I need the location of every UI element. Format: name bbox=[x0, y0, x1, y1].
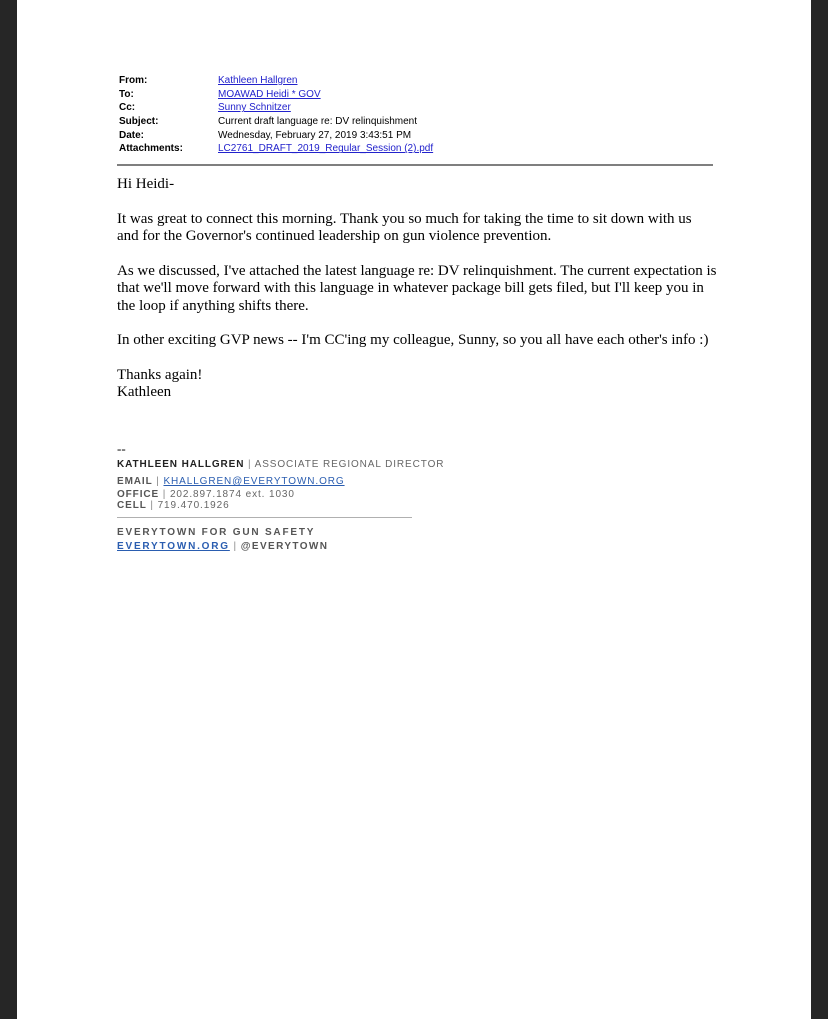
cc-link[interactable]: Sunny Schnitzer bbox=[218, 102, 291, 114]
greeting: Hi Heidi- bbox=[117, 176, 175, 192]
to-label: To: bbox=[119, 88, 134, 100]
closing-thanks: Thanks again! bbox=[117, 366, 203, 383]
closing bbox=[117, 367, 717, 402]
document-page bbox=[17, 0, 811, 1019]
date-row bbox=[119, 129, 713, 143]
body-paragraph-1: It was great to connect this morning. Thank you so much for taking the time to sit down with us and for the Governor's continued leadership on gun violence prevention. bbox=[117, 210, 692, 244]
email-body bbox=[117, 176, 717, 402]
office-phone: 202.897.1874 ext. 1030 bbox=[169, 489, 295, 500]
attachments-row bbox=[119, 142, 713, 156]
body-paragraph-2: As we discussed, I've attached the latest language re: DV relinquishment. The current expectation is that we'll move forward with this language in whatever package bill gets filed, but I'll keep you in the loop if anything shifts there. bbox=[117, 262, 717, 314]
email-header bbox=[119, 74, 713, 156]
signature-dash: -- bbox=[117, 441, 126, 456]
org-name-line bbox=[117, 526, 517, 539]
from-row bbox=[119, 74, 713, 88]
email-link[interactable]: KHALLGREN@EVERYTOWN.ORG bbox=[163, 476, 345, 487]
separator: | bbox=[248, 459, 252, 470]
from-label: From: bbox=[119, 75, 148, 86]
separator: | bbox=[162, 489, 167, 500]
cell-phone: 719.470.1926 bbox=[157, 500, 230, 511]
attachments-label: Attachments: bbox=[119, 143, 183, 155]
email-signature bbox=[117, 442, 517, 553]
signature-title: ASSOCIATE REGIONAL DIRECTOR bbox=[254, 459, 445, 470]
date-value: Wednesday, February 27, 2019 3:43:51 PM bbox=[218, 129, 412, 141]
signature-office-line bbox=[117, 489, 517, 500]
from-link[interactable]: Kathleen Hallgren bbox=[218, 75, 298, 86]
email-label: EMAIL bbox=[117, 476, 153, 487]
cc-label: Cc: bbox=[119, 102, 136, 114]
subject-row bbox=[119, 115, 713, 129]
signature-divider bbox=[117, 517, 412, 518]
separator: | bbox=[156, 476, 160, 487]
date-label: Date: bbox=[119, 129, 145, 141]
to-row bbox=[119, 88, 713, 102]
org-name: EVERYTOWN FOR GUN SAFETY bbox=[117, 527, 316, 538]
org-website-link[interactable]: EVERYTOWN.ORG bbox=[117, 541, 230, 552]
org-links-line bbox=[117, 540, 517, 553]
cc-row bbox=[119, 101, 713, 115]
closing-name: Kathleen bbox=[117, 384, 172, 400]
signature-name: KATHLEEN HALLGREN bbox=[117, 459, 245, 470]
to-link[interactable]: MOAWAD Heidi * GOV bbox=[218, 88, 321, 100]
cell-label: CELL bbox=[117, 500, 147, 511]
subject-value: Current draft language re: DV relinquishment bbox=[218, 116, 417, 128]
separator: | bbox=[150, 500, 154, 511]
signature-name-line bbox=[117, 458, 517, 471]
signature-cell-line bbox=[117, 500, 517, 511]
header-divider bbox=[117, 164, 713, 166]
office-label: OFFICE bbox=[117, 489, 160, 500]
body-paragraph-3: In other exciting GVP news -- I'm CC'ing my colleague, Sunny, so you all have each other's info :) bbox=[117, 332, 709, 348]
signature-email-line bbox=[117, 475, 517, 488]
attachment-link[interactable]: LC2761_DRAFT_2019_Regular_Session (2).pdf bbox=[218, 143, 434, 155]
subject-label: Subject: bbox=[119, 116, 159, 128]
separator: | bbox=[233, 541, 238, 552]
org-social-handle: @EVERYTOWN bbox=[240, 541, 329, 552]
